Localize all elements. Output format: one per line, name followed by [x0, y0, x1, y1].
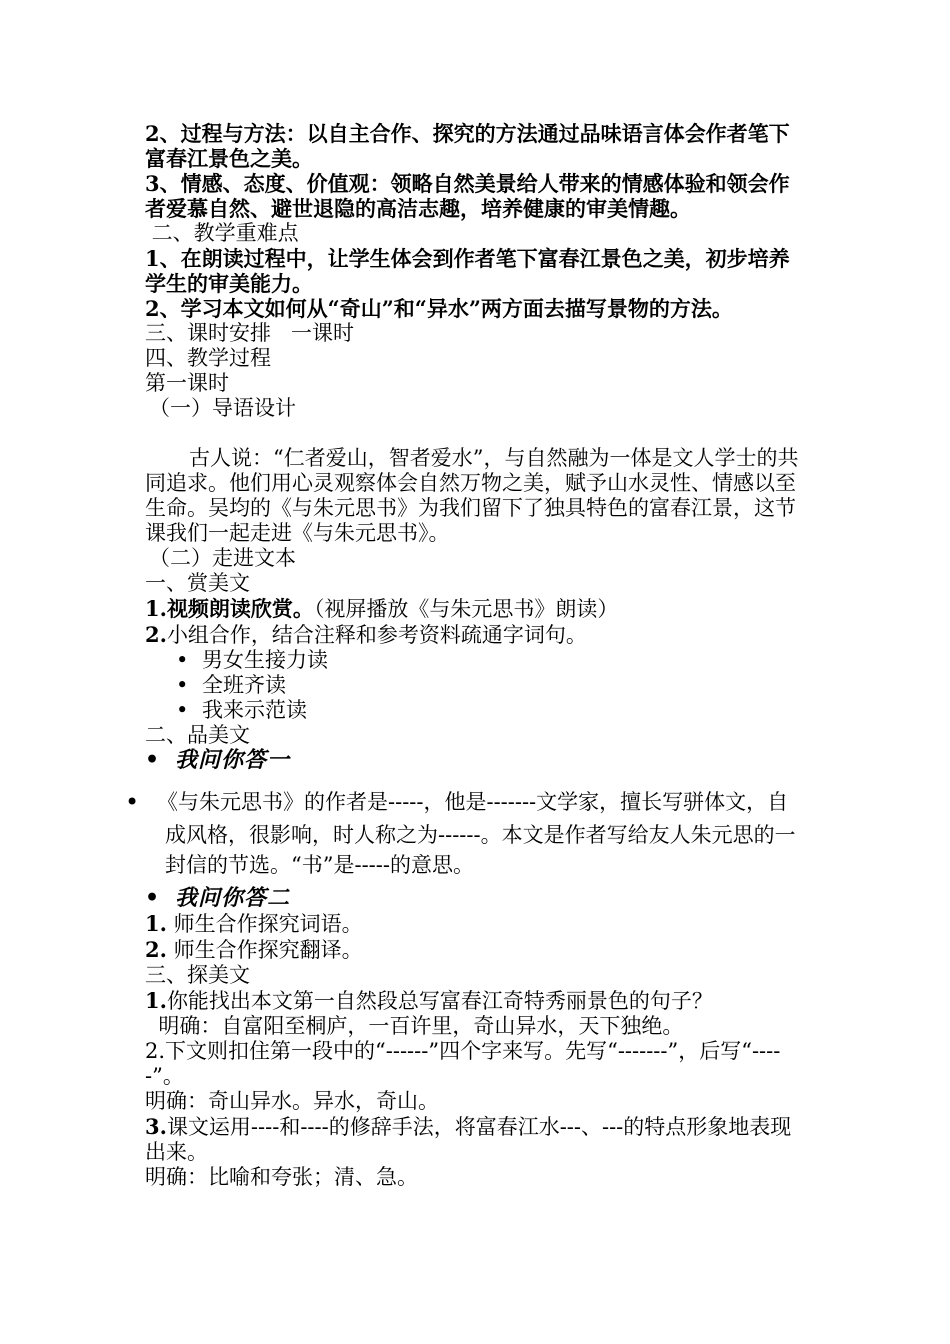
list-item-text: 男女生接力读 [202, 648, 328, 672]
spacer [145, 421, 807, 446]
heading-first-lesson: 第一课时 [145, 371, 229, 395]
list-item-text: 全班齐读 [202, 673, 286, 697]
key-point-1: 1、在朗读过程中，让学生体会到作者笔下富春江景色之美，初步培养学生的审美能力。 [145, 246, 790, 296]
step-2 [145, 622, 807, 648]
step-2-text: 小组合作，结合注释和参考资料疏通字词句。 [166, 623, 587, 647]
heading-schedule: 三、课时安排 一课时 [145, 321, 355, 345]
task-1 [145, 988, 807, 1014]
step-1-note: （视屏播放《与朱元思书》朗读） [313, 597, 619, 621]
objective-2: 2、过程与方法：以自主合作、探究的方法通过品味语言体会作者笔下富春江景色之美。 [145, 121, 790, 171]
task-2: 2.下文则扣住第一段中的“------”四个字来写。先写“-------”，后写“-----”。 [145, 1039, 781, 1088]
qa-heading-2 [145, 886, 807, 911]
practice-1-number: 1. [145, 911, 167, 936]
heading-intro-design: （一）导语设计 [149, 396, 296, 420]
lesson-plan-body [125, 121, 807, 1190]
bullet-icon: • [145, 747, 161, 773]
heading-enter-text: （二）走进文本 [149, 546, 296, 570]
list-item [145, 673, 807, 698]
step-1-number: 1. [145, 596, 167, 621]
heading-explore: 三、探美文 [145, 963, 250, 987]
task-1-text: 你能找出本文第一自然段总写富春江奇特秀丽景色的句子？ [166, 989, 713, 1013]
question-author-line-1: 《与朱元思书》的作者是-----，他是-------文学家，擅长写骈体文，自 [157, 790, 789, 814]
task-3-number: 3. [145, 1114, 167, 1139]
step-2-number: 2. [145, 622, 167, 647]
bullet-icon: • [145, 885, 161, 911]
practice-2-text: 师生合作探究翻译。 [166, 938, 363, 962]
qa-heading-1-text: 我问你答一 [175, 747, 291, 773]
list-item [145, 698, 807, 723]
practice-1-text: 师生合作探究词语。 [166, 912, 363, 936]
qa-heading-2-text: 我问你答二 [175, 885, 291, 911]
intro-paragraph: 古人说：“仁者爱山，智者爱水”，与自然融为一体是文人学士的共同追求。他们用心灵观察体会自然万物之美，赋予山水灵性、情感以至生命。吴均的《与朱元思书》为我们留下了独具特色的富春江景，这节课我们一起走进《与朱元思书》。 [145, 446, 799, 545]
task-3-answer: 明确：比喻和夸张；清、急。 [145, 1165, 418, 1189]
step-1 [145, 596, 807, 622]
practice-1 [145, 911, 807, 937]
bullet-icon: • [176, 648, 189, 672]
task-1-number: 1. [145, 988, 167, 1013]
task-1-answer: 明确：自富阳至桐庐，一百许里，奇山异水，天下独绝。 [145, 1014, 684, 1038]
heading-savor: 二、品美文 [145, 723, 250, 747]
list-item [145, 648, 807, 673]
heading-process: 四、教学过程 [145, 346, 271, 370]
bullet-icon: • [176, 698, 189, 722]
bullet-icon: • [125, 788, 140, 816]
task-3-text: 课文运用----和----的修辞手法，将富春江水---、---的特点形象地表现出来。 [145, 1115, 792, 1164]
objective-3: 3、情感、态度、价值观：领略自然美景给人带来的情感体验和领会作者爱慕自然、避世退隐的高洁志趣，培养健康的审美情趣。 [145, 171, 790, 221]
practice-2 [145, 937, 807, 963]
task-3 [145, 1114, 807, 1165]
key-point-2: 2、学习本文如何从“奇山”和“异水”两方面去描写景物的方法。 [145, 296, 733, 321]
question-author-rest: 成风格，很影响，时人称之为------。本文是作者写给友人朱元思的一封信的节选。“书”是-----的意思。 [165, 823, 796, 877]
task-2-answer: 明确：奇山异水。异水，奇山。 [145, 1089, 439, 1113]
practice-2-number: 2. [145, 937, 167, 962]
question-author [125, 785, 807, 880]
heading-key-points: 二、教学重难点 [145, 221, 299, 245]
list-item-text: 我来示范读 [202, 698, 307, 722]
step-1-text: 视频朗读欣赏。 [166, 596, 314, 621]
qa-heading-1 [145, 748, 807, 773]
bullet-icon: • [176, 673, 189, 697]
heading-appreciate: 一、赏美文 [145, 571, 250, 595]
